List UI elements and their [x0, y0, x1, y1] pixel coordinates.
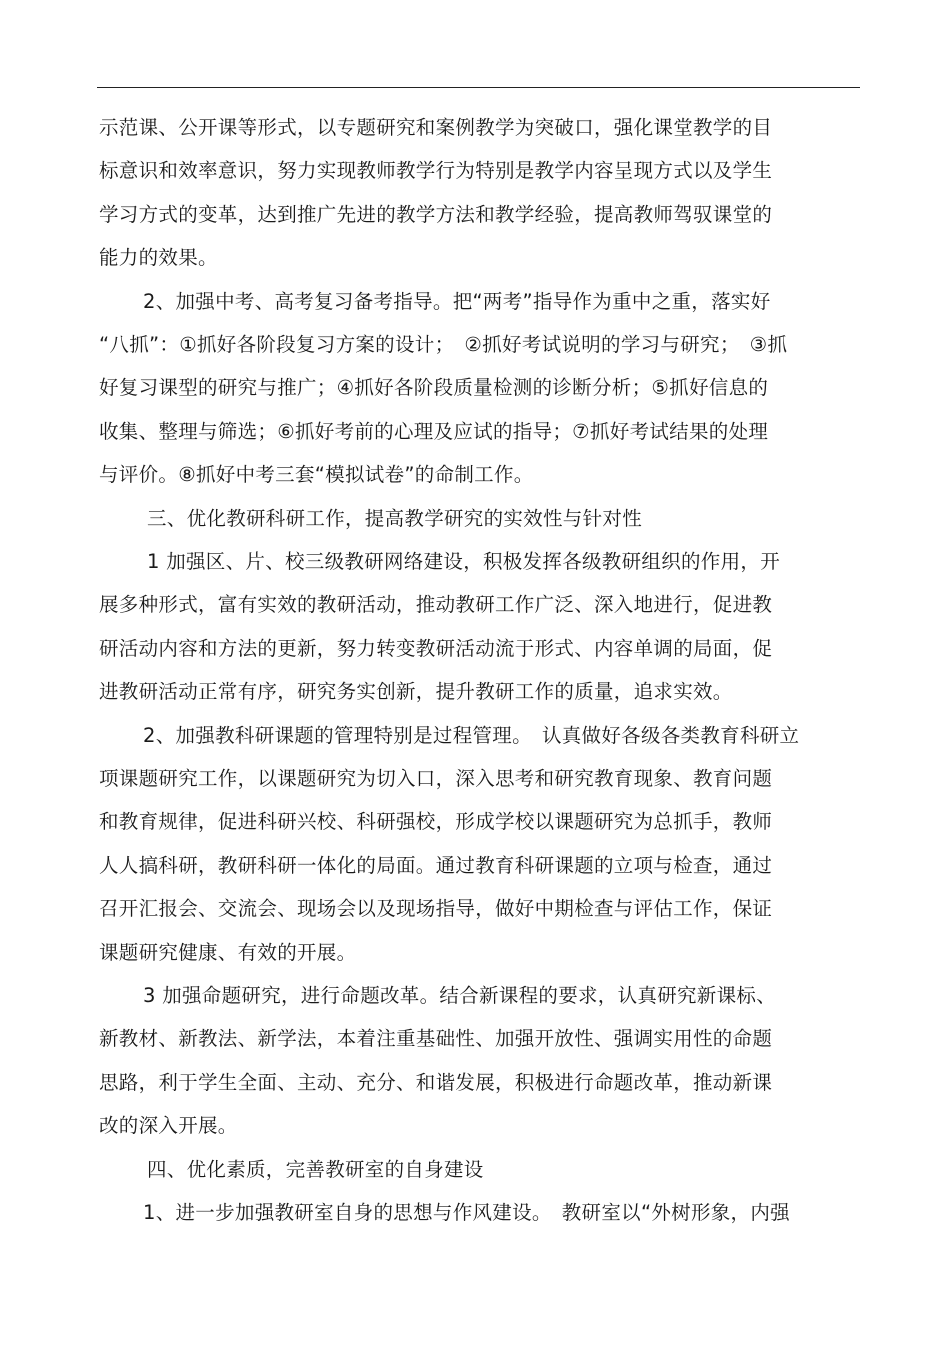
text-line: 1、进一步加强教研室自身的思想与作风建设。 教研室以“外树形象，内强 — [143, 1201, 790, 1224]
text-line: 2、加强中考、高考复习备考指导。把“两考”指导作为重中之重，落实好 — [143, 290, 771, 313]
section-heading: 四、优化素质，完善教研室的自身建设 — [147, 1158, 484, 1181]
text-line: 学习方式的变革，达到推广先进的教学方法和教学经验，提高教师驾驭课堂的 — [99, 203, 773, 226]
header-rule — [97, 87, 860, 88]
text-line: 人人搞科研，教研科研一体化的局面。通过教育科研课题的立项与检查，通过 — [99, 854, 773, 877]
section-heading: 三、优化教研科研工作，提高教学研究的实效性与针对性 — [147, 507, 643, 530]
text-line: 示范课、公开课等形式，以专题研究和案例教学为突破口，强化课堂教学的目 — [99, 116, 773, 139]
text-line: 1 加强区、片、校三级教研网络建设，积极发挥各级教研组织的作用，开 — [147, 550, 781, 573]
text-line: 改的深入开展。 — [99, 1114, 238, 1137]
text-line: “八抓”：①抓好各阶段复习方案的设计； ②抓好考试说明的学习与研究； ③抓 — [99, 333, 788, 356]
text-line: 研活动内容和方法的更新，努力转变教研活动流于形式、内容单调的局面，促 — [99, 637, 773, 660]
text-line: 思路，利于学生全面、主动、充分、和谐发展，积极进行命题改革，推动新课 — [99, 1071, 773, 1094]
text-line: 好复习课型的研究与推广；④抓好各阶段质量检测的诊断分析；⑤抓好信息的 — [99, 376, 769, 399]
text-line: 进教研活动正常有序，研究务实创新，提升教研工作的质量，追求实效。 — [99, 680, 733, 703]
text-line: 召开汇报会、交流会、现场会以及现场指导，做好中期检查与评估工作，保证 — [99, 897, 773, 920]
text-line: 3 加强命题研究，进行命题改革。结合新课程的要求，认真研究新课标、 — [143, 984, 777, 1007]
text-line: 展多种形式，富有实效的教研活动，推动教研工作广泛、深入地进行，促进教 — [99, 593, 773, 616]
text-line: 课题研究健康、有效的开展。 — [99, 941, 357, 964]
text-line: 与评价。⑧抓好中考三套“模拟试卷”的命制工作。 — [99, 463, 534, 486]
text-line: 2、加强教科研课题的管理特别是过程管理。 认真做好各级各类教育科研立 — [143, 724, 800, 747]
text-line: 能力的效果。 — [99, 246, 218, 269]
text-line: 和教育规律，促进科研兴校、科研强校，形成学校以课题研究为总抓手，教师 — [99, 810, 773, 833]
text-line: 项课题研究工作，以课题研究为切入口，深入思考和研究教育现象、教育问题 — [99, 767, 773, 790]
text-line: 收集、整理与筛选；⑥抓好考前的心理及应试的指导；⑦抓好考试结果的处理 — [99, 420, 769, 443]
text-line: 标意识和效率意识，努力实现教师教学行为特别是教学内容呈现方式以及学生 — [99, 159, 773, 182]
text-line: 新教材、新教法、新学法，本着注重基础性、加强开放性、强调实用性的命题 — [99, 1027, 773, 1050]
